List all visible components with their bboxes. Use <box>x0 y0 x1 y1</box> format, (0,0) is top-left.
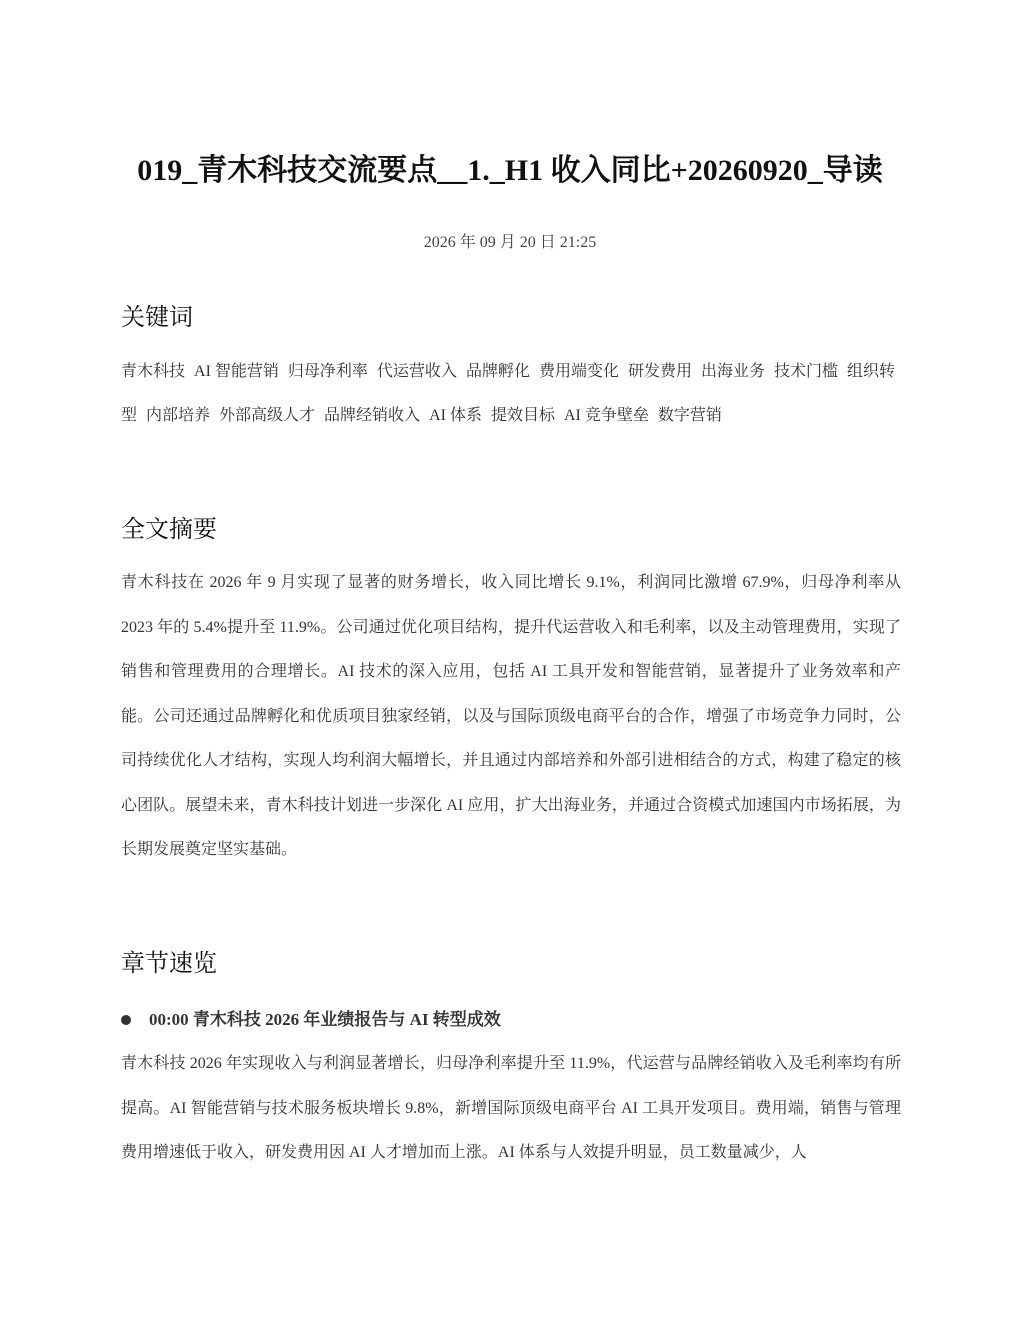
keyword-item: 代运营收入 <box>376 363 457 380</box>
bullet-icon <box>121 1015 131 1025</box>
keyword-item: 研发费用 <box>627 363 692 380</box>
chapter-item <box>121 1006 901 1034</box>
keywords-list <box>121 350 903 438</box>
summary-heading: 全文摘要 <box>121 517 217 543</box>
keyword-item: 组织转型 <box>121 363 896 424</box>
keyword-item: 提效目标 <box>490 407 555 424</box>
keyword-item: AI 体系 <box>429 407 482 424</box>
summary-text: 青木科技在 2026 年 9 月实现了显著的财务增长，收入同比增长 9.1%，利润同比激增 67.9%，归母净利率从 2023 年的 5.4%提升至 11.9%。公司通过优化项目结构，提升代运营收入和毛利率，以及主动管理费用，实现了销售和管理费用的合理增长。AI 技术的深入应用，包括 AI 工具开发和智能营销，显著提升了业务效率和产能。公司还通过品牌孵化和优质项目独家经销，以及与国际顶级电商平台的合作，增强了市场竞争力同时，公司持续优化人才结构，实现人均利润大幅增长，并且通过内部培养和外部引进相结合的方式，构建了稳定的核心团队。展望未来，青木科技计划进一步深化 AI 应用，扩大出海业务，并通过合资模式加速国内市场拓展，为长期发展奠定坚实基础。 <box>121 574 901 858</box>
chapters-heading: 章节速览 <box>121 951 217 977</box>
keyword-item: 内部培养 <box>146 407 211 424</box>
chapter-body: 青木科技 2026 年实现收入与利润显著增长，归母净利率提升至 11.9%，代运营与品牌经销收入及毛利率均有所提高。AI 智能营销与技术服务板块增长 9.8%，新增国际顶级电商平台 AI 工具开发项目。费用端，销售与管理费用增速低于收入，研发费用因 AI 人才增加而上涨。AI 体系与人效提升明显，员工数量减少，人 <box>121 1055 901 1161</box>
keywords-heading: 关键词 <box>121 305 193 331</box>
keyword-item: 品牌经销收入 <box>324 407 421 424</box>
keyword-item: AI 智能营销 <box>194 363 279 380</box>
keyword-item: 技术门槛 <box>774 363 839 380</box>
keyword-item: 归母净利率 <box>287 363 368 380</box>
keyword-item: AI 竞争壁垒 <box>563 407 649 424</box>
keyword-item: 数字营销 <box>657 407 722 424</box>
keyword-item: 外部高级人才 <box>219 407 316 424</box>
keyword-item: 出海业务 <box>700 363 765 380</box>
keyword-item: 品牌孵化 <box>465 363 530 380</box>
keyword-item: 费用端变化 <box>538 363 619 380</box>
document-date: 2026 年 09 月 20 日 21:25 <box>423 234 597 251</box>
document-title: 019_青木科技交流要点__1._H1 收入同比+20260920_导读 <box>137 154 883 187</box>
keyword-item: 青木科技 <box>121 363 186 380</box>
chapter-title: 00:00 青木科技 2026 年业绩报告与 AI 转型成效 <box>149 1010 501 1029</box>
